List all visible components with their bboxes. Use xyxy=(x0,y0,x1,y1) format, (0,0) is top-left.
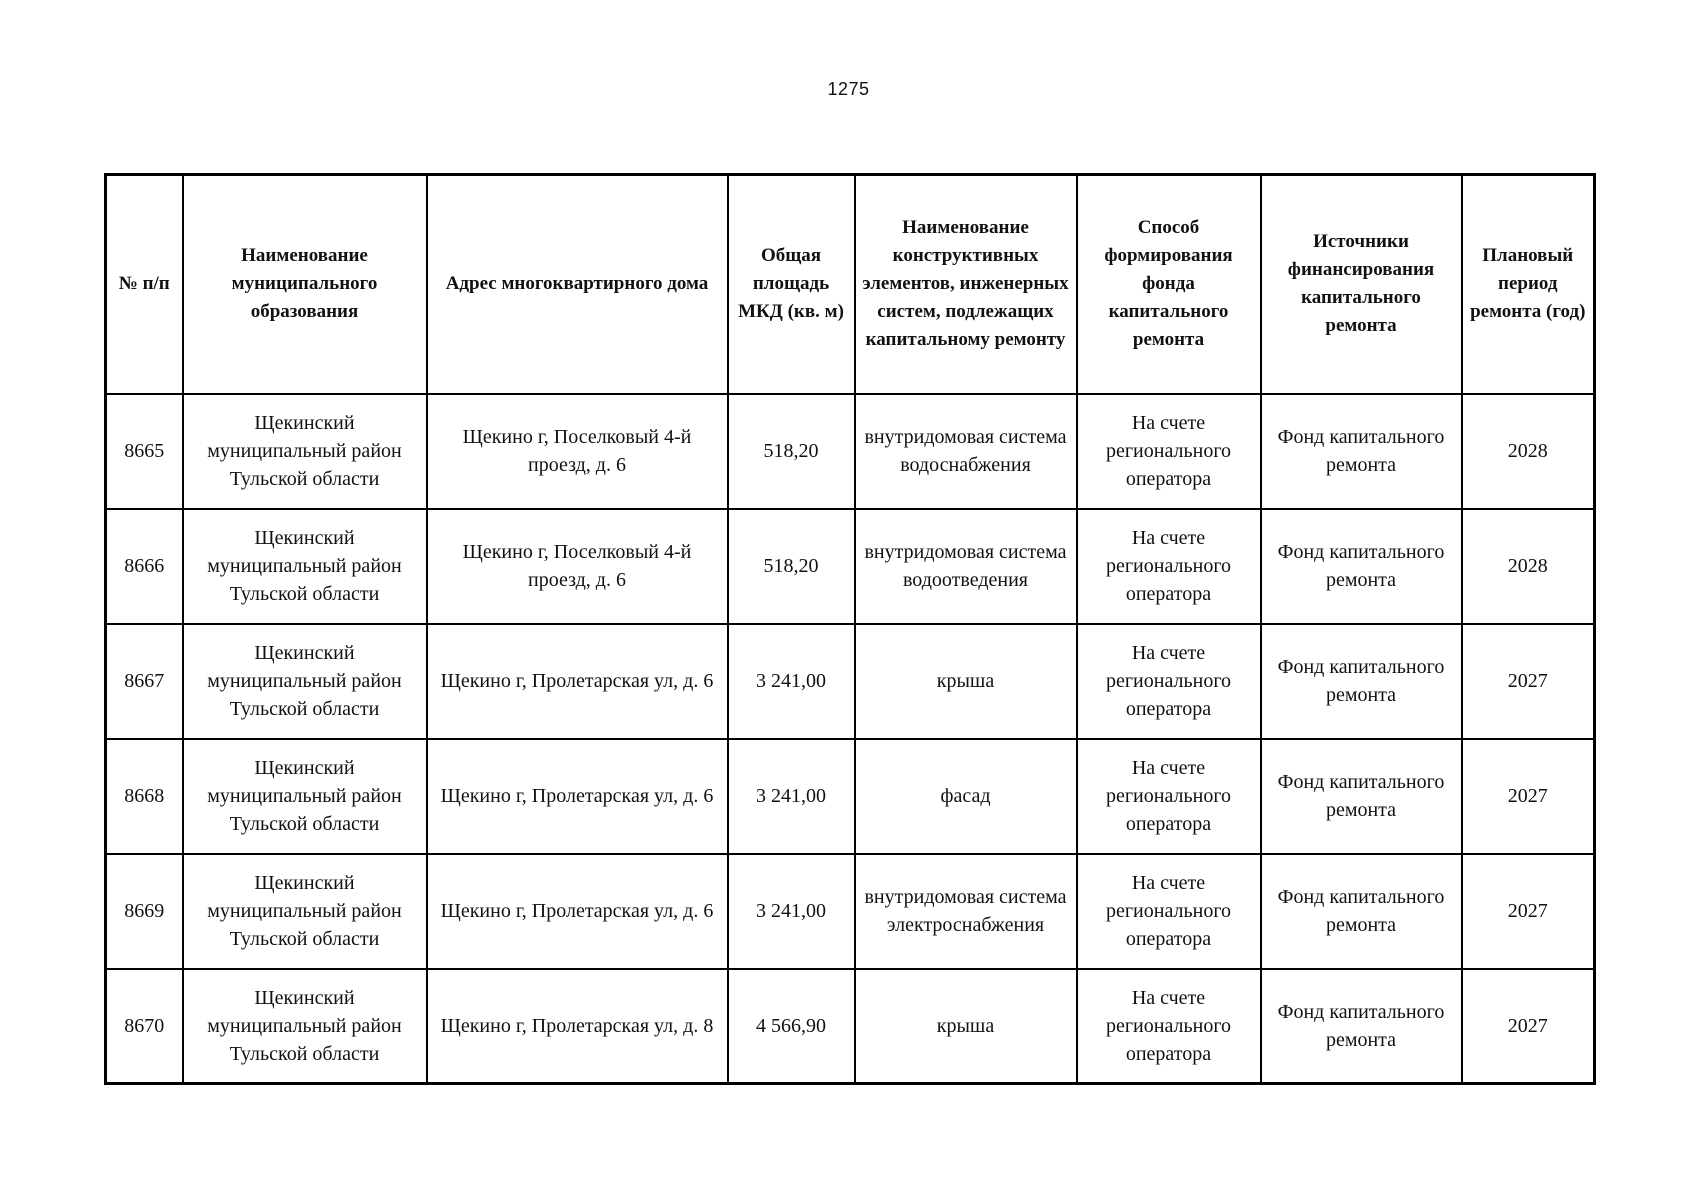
cell-planned-year: 2028 xyxy=(1462,394,1595,509)
cell-address: Щекино г, Поселковый 4-й проезд, д. 6 xyxy=(427,394,728,509)
cell-fund-method: На счете регионального оператора xyxy=(1077,509,1261,624)
header-area: Общая площадь МКД (кв. м) xyxy=(728,175,855,394)
cell-funding-source: Фонд капитального ремонта xyxy=(1261,854,1462,969)
cell-number: 8667 xyxy=(106,624,183,739)
table-row xyxy=(106,509,1595,624)
cell-number: 8665 xyxy=(106,394,183,509)
header-planned-year: Плановый период ремонта (год) xyxy=(1462,175,1595,394)
header-address: Адрес многоквартирного дома xyxy=(427,175,728,394)
table-row xyxy=(106,854,1595,969)
table-row xyxy=(106,739,1595,854)
cell-funding-source: Фонд капитального ремонта xyxy=(1261,509,1462,624)
cell-number: 8670 xyxy=(106,969,183,1084)
table-row xyxy=(106,624,1595,739)
header-funding-source: Источники финансирования капитального ремонта xyxy=(1261,175,1462,394)
header-municipality: Наименование муниципального образования xyxy=(183,175,427,394)
cell-elements: крыша xyxy=(855,624,1077,739)
table-row xyxy=(106,969,1595,1084)
cell-address: Щекино г, Поселковый 4-й проезд, д. 6 xyxy=(427,509,728,624)
cell-planned-year: 2027 xyxy=(1462,854,1595,969)
cell-funding-source: Фонд капитального ремонта xyxy=(1261,394,1462,509)
cell-elements: фасад xyxy=(855,739,1077,854)
cell-area: 3 241,00 xyxy=(728,739,855,854)
cell-area: 518,20 xyxy=(728,509,855,624)
cell-municipality: Щекинский муниципальный район Тульской области xyxy=(183,509,427,624)
cell-elements: крыша xyxy=(855,969,1077,1084)
cell-number: 8666 xyxy=(106,509,183,624)
cell-address: Щекино г, Пролетарская ул, д. 8 xyxy=(427,969,728,1084)
cell-funding-source: Фонд капитального ремонта xyxy=(1261,739,1462,854)
cell-elements: внутридомовая система водоснабжения xyxy=(855,394,1077,509)
cell-municipality: Щекинский муниципальный район Тульской области xyxy=(183,394,427,509)
cell-fund-method: На счете регионального оператора xyxy=(1077,394,1261,509)
header-elements: Наименование конструктивных элементов, инженерных систем, подлежащих капитальному ремонту xyxy=(855,175,1077,394)
cell-address: Щекино г, Пролетарская ул, д. 6 xyxy=(427,739,728,854)
cell-address: Щекино г, Пролетарская ул, д. 6 xyxy=(427,854,728,969)
header-number: № п/п xyxy=(106,175,183,394)
header-fund-method: Способ формирования фонда капитального ремонта xyxy=(1077,175,1261,394)
page-number: 1275 xyxy=(827,79,870,99)
table-row xyxy=(106,394,1595,509)
cell-funding-source: Фонд капитального ремонта xyxy=(1261,969,1462,1084)
capital-repair-table xyxy=(104,173,1596,1085)
cell-fund-method: На счете регионального оператора xyxy=(1077,739,1261,854)
cell-planned-year: 2027 xyxy=(1462,969,1595,1084)
cell-funding-source: Фонд капитального ремонта xyxy=(1261,624,1462,739)
cell-number: 8669 xyxy=(106,854,183,969)
cell-municipality: Щекинский муниципальный район Тульской области xyxy=(183,739,427,854)
cell-elements: внутридомовая система водоотведения xyxy=(855,509,1077,624)
cell-municipality: Щекинский муниципальный район Тульской области xyxy=(183,969,427,1084)
cell-planned-year: 2028 xyxy=(1462,509,1595,624)
cell-elements: внутридомовая система электроснабжения xyxy=(855,854,1077,969)
cell-planned-year: 2027 xyxy=(1462,739,1595,854)
table-header-row xyxy=(106,175,1595,394)
cell-municipality: Щекинский муниципальный район Тульской области xyxy=(183,854,427,969)
cell-area: 3 241,00 xyxy=(728,624,855,739)
cell-fund-method: На счете регионального оператора xyxy=(1077,854,1261,969)
cell-fund-method: На счете регионального оператора xyxy=(1077,624,1261,739)
cell-area: 518,20 xyxy=(728,394,855,509)
cell-area: 3 241,00 xyxy=(728,854,855,969)
cell-area: 4 566,90 xyxy=(728,969,855,1084)
cell-planned-year: 2027 xyxy=(1462,624,1595,739)
cell-fund-method: На счете регионального оператора xyxy=(1077,969,1261,1084)
cell-number: 8668 xyxy=(106,739,183,854)
cell-address: Щекино г, Пролетарская ул, д. 6 xyxy=(427,624,728,739)
cell-municipality: Щекинский муниципальный район Тульской области xyxy=(183,624,427,739)
